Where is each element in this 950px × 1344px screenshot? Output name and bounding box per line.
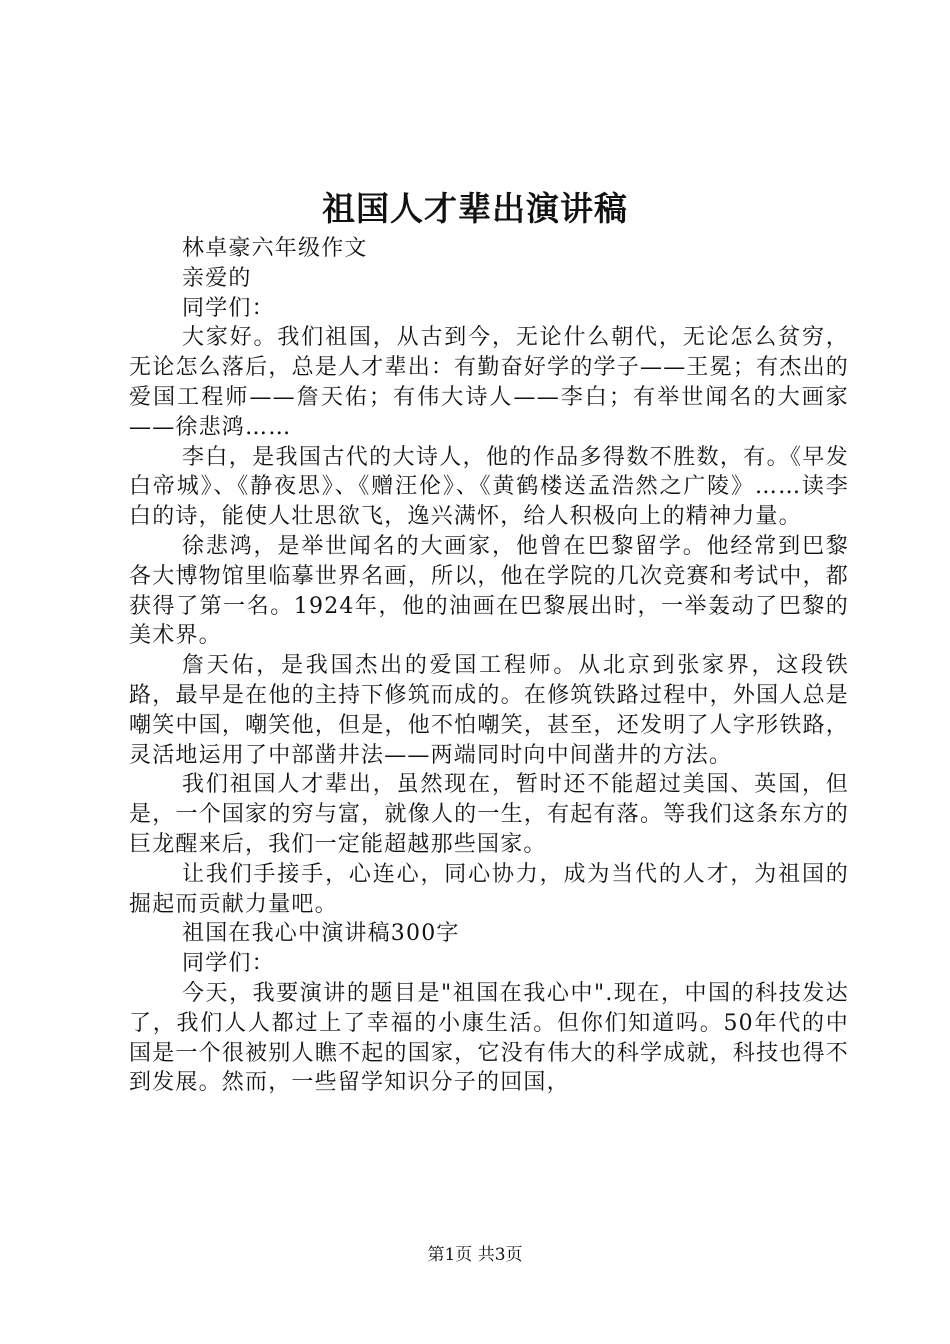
- section-heading: 祖国在我心中演讲稿300字: [182, 921, 460, 947]
- page-number-footer: 第1页 共3页: [427, 1245, 523, 1265]
- body-paragraph: 大家好。我们祖国，从古到今，无论什么朝代，无论怎么贫穷，无论怎么落后，总是人才辈出：有勤奋好学的学子——王冕；有杰出的爱国工程师——詹天佑；有伟大诗人——李白；有举世闻名的大画家——徐悲鸿……: [129, 325, 849, 440]
- body-paragraph: 让我们手接手，心连心，同心协力，成为当代的人才，为祖国的掘起而贡献力量吧。: [129, 861, 849, 917]
- document-body: [129, 234, 849, 1098]
- salutation-line: 同学们：: [182, 295, 275, 321]
- salutation-line: 同学们：: [182, 951, 275, 977]
- document-title: 祖国人才辈出演讲稿: [322, 189, 628, 228]
- salutation-line: 亲爱的: [182, 265, 252, 291]
- body-paragraph: 徐悲鸿，是举世闻名的大画家，他曾在巴黎留学。他经常到巴黎各大博物馆里临摹世界名画，所以，他在学院的几次竞赛和考试中，都获得了第一名。1924年，他的油画在巴黎展出时，一举轰动了巴黎的美术界。: [129, 533, 849, 649]
- body-paragraph: 我们祖国人才辈出，虽然现在，暂时还不能超过美国、英国，但是，一个国家的穷与富，就像人的一生，有起有落。等我们这条东方的巨龙醒来后，我们一定能超越那些国家。: [129, 772, 849, 857]
- author-line: 林卓豪六年级作文: [182, 236, 368, 261]
- body-paragraph: 今天，我要演讲的题目是"祖国在我心中".现在，中国的科技发达了，我们人人都过上了幸福的小康生活。但你们知道吗。50年代的中国是一个很被别人瞧不起的国家，它没有伟大的科学成就，科技也得不到发展。然而，一些留学知识分子的回国，: [129, 980, 849, 1096]
- body-paragraph: 詹天佑，是我国杰出的爱国工程师。从北京到张家界，这段铁路，最早是在他的主持下修筑而成的。在修筑铁路过程中，外国人总是嘲笑中国，嘲笑他，但是，他不怕嘲笑，甚至，还发明了人字形铁路，灵活地运用了中部凿井法——两端同时向中间凿井的方法。: [129, 653, 849, 768]
- body-paragraph: 李白，是我国古代的大诗人，他的作品多得数不胜数，有。《早发白帝城》、《静夜思》、《赠汪伦》、《黄鹤楼送孟浩然之广陵》……读李白的诗，能使人壮思欲飞，逸兴满怀，给人积极向上的精神力量。: [129, 444, 849, 530]
